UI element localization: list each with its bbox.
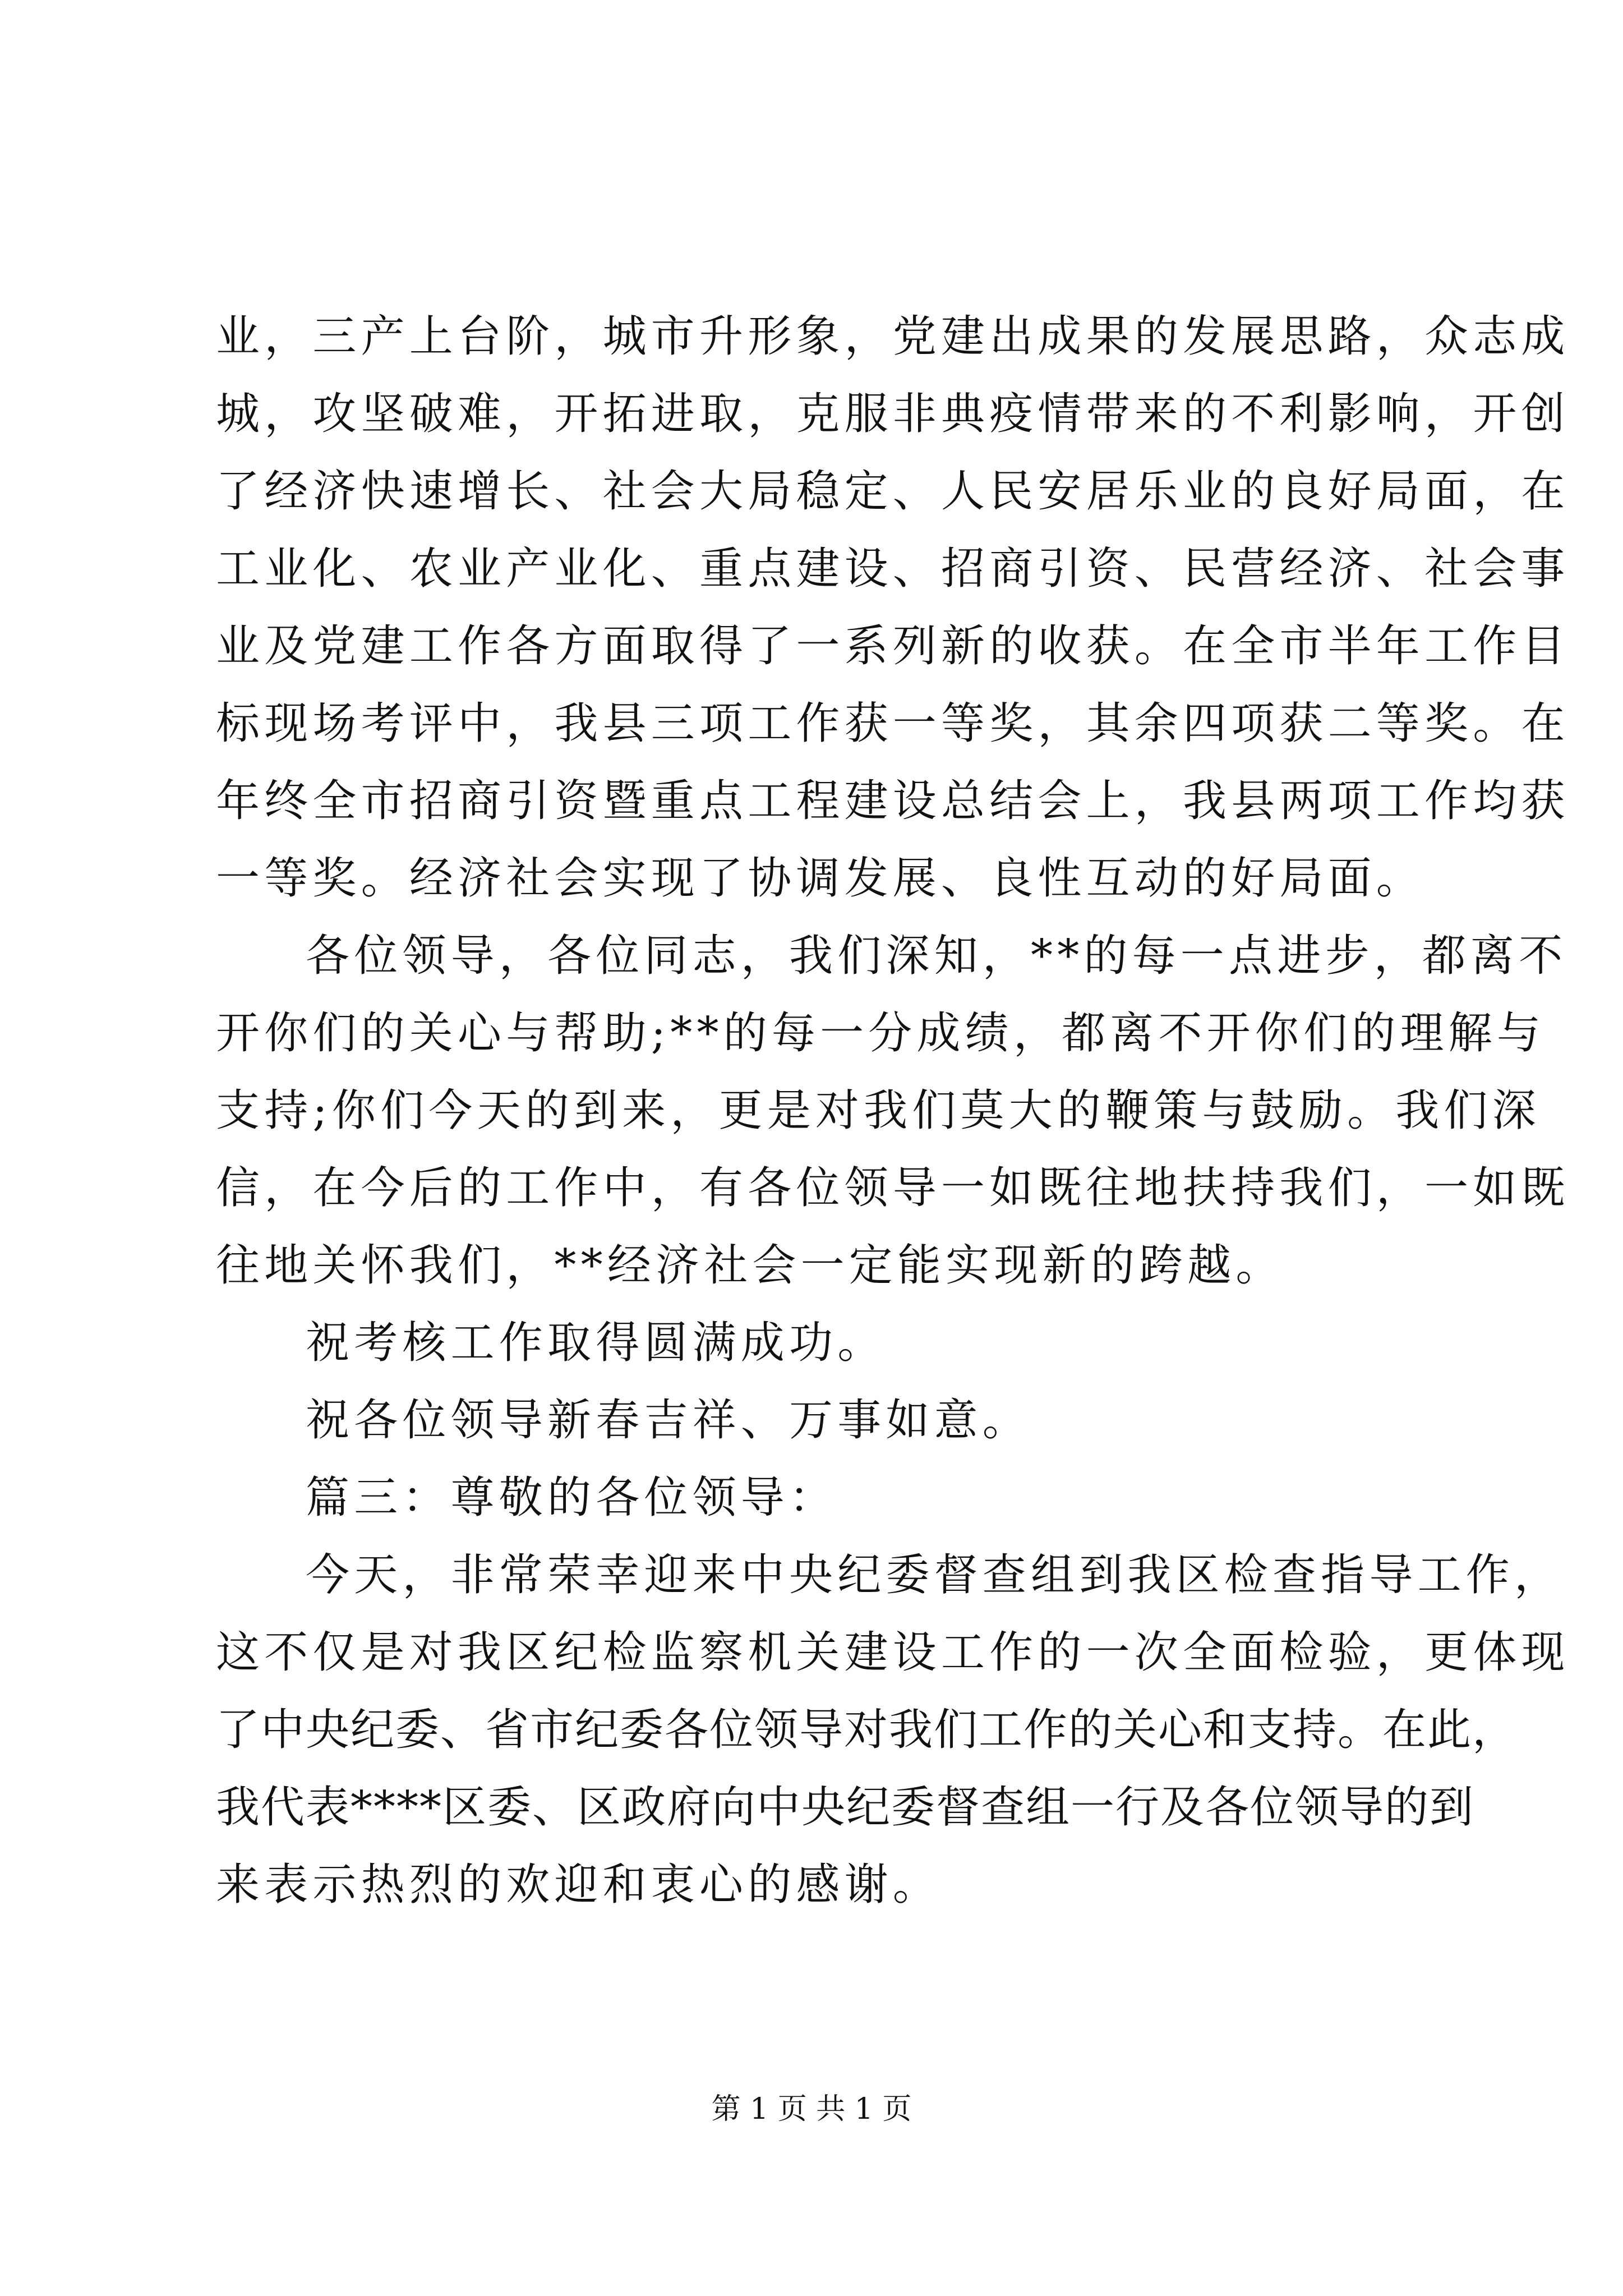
paragraph-1-line-2: 城，攻坚破难，开拓进取，克服非典疫情带来的不利影响，开创 — [216, 389, 1570, 439]
paragraph-2-line-5: 往地关怀我们，**经济社会一定能实现新的跨越。 — [216, 1240, 1284, 1291]
paragraph-1-line-4: 工业化、农业产业化、重点建设、招商引资、民营经济、社会事 — [216, 544, 1570, 594]
paragraph-6-line-3: 了中央纪委、省市纪委各位领导对我们工作的关心和支持。在此， — [216, 1705, 1518, 1755]
page-number-footer: 第 1 页 共 1 页 — [711, 2092, 912, 2126]
paragraph-2-line-2: 开你们的关心与帮助;**的每一分成绩，都离不开你们的理解与 — [216, 1008, 1546, 1059]
paragraph-1-line-1: 业，三产上台阶，城市升形象，党建出成果的发展思路，众志成 — [216, 311, 1570, 362]
paragraph-6-line-2: 这不仅是对我区纪检监察机关建设工作的一次全面检验，更体现 — [216, 1627, 1570, 1678]
paragraph-1-line-8: 一等奖。经济社会实现了协调发展、良性互动的好局面。 — [216, 853, 1425, 904]
paragraph-4-line-1: 祝各位领导新春吉祥、万事如意。 — [306, 1395, 1031, 1446]
paragraph-2-line-1: 各位领导，各位同志，我们深知，**的每一点进步，都离不 — [306, 931, 1567, 981]
paragraph-1-line-3: 了经济快速增长、社会大局稳定、人民安居乐业的良好局面，在 — [216, 466, 1570, 517]
paragraph-1-line-6: 标现场考评中，我县三项工作获一等奖，其余四项获二等奖。在 — [216, 698, 1570, 749]
paragraph-1-line-7: 年终全市招商引资暨重点工程建设总结会上，我县两项工作均获 — [216, 776, 1570, 826]
paragraph-6-line-1: 今天，非常荣幸迎来中央纪委督查组到我区检查指导工作， — [306, 1550, 1563, 1600]
paragraph-6-line-5: 来表示热烈的欢迎和衷心的感谢。 — [216, 1860, 942, 1910]
paragraph-3-line-1: 祝考核工作取得圆满成功。 — [306, 1318, 886, 1368]
paragraph-2-line-4: 信，在今后的工作中，有各位领导一如既往地扶持我们，一如既 — [216, 1163, 1570, 1213]
section-heading: 篇三：尊敬的各位领导： — [306, 1473, 838, 1523]
paragraph-6-line-4: 我代表****区委、区政府向中央纪委督查组一行及各位领导的到 — [216, 1782, 1475, 1833]
paragraph-2-line-3: 支持;你们今天的到来，更是对我们莫大的鞭策与鼓励。我们深 — [216, 1085, 1541, 1136]
paragraph-1-line-5: 业及党建工作各方面取得了一系列新的收获。在全市半年工作目 — [216, 621, 1570, 671]
